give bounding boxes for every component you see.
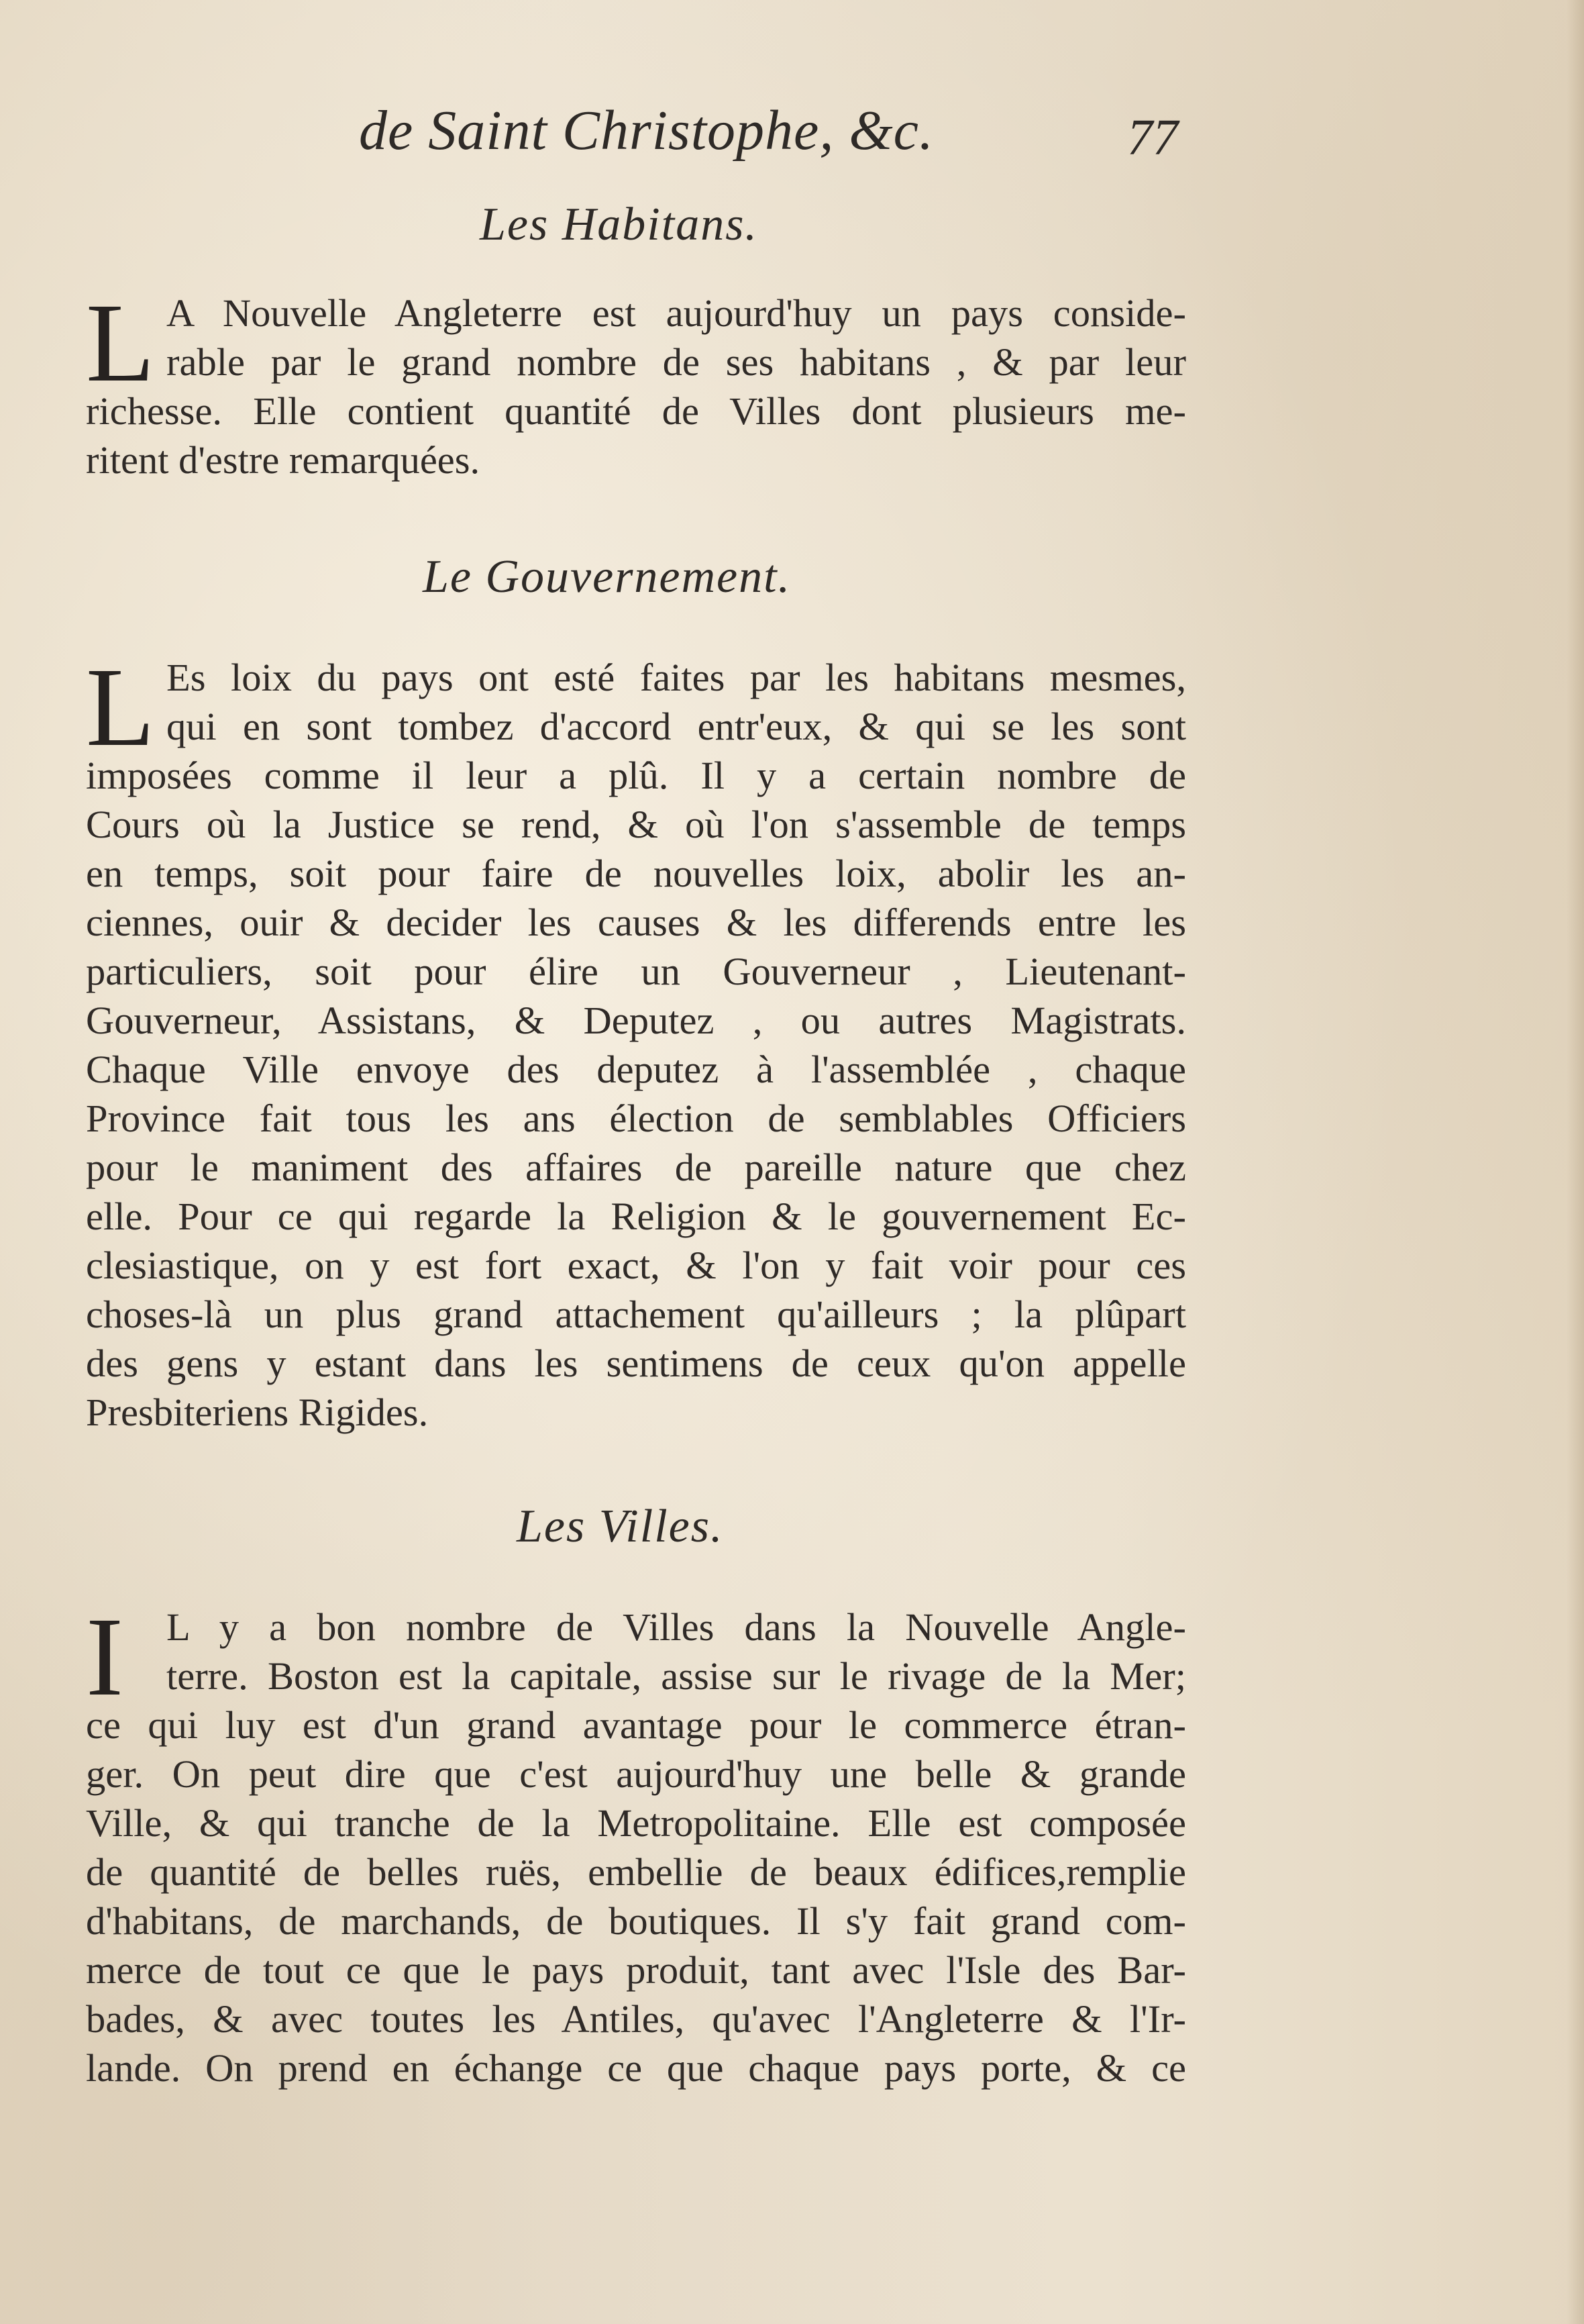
text-line: ce qui luy est d'un grand avantage pour le commerce étran- <box>86 1703 1186 1747</box>
text-line: L y a bon nombre de Villes dans la Nouvelle Angle- <box>166 1605 1186 1649</box>
text-line: elle. Pour ce qui regarde la Religion & le gouvernement Ec- <box>86 1195 1186 1238</box>
text-line: clesiastique, on y est fort exact, & l'on y fait voir pour ces <box>86 1244 1186 1287</box>
text-line: choses-là un plus grand attachement qu'ailleurs ; la plûpart <box>86 1293 1186 1336</box>
text-line: richesse. Elle contient quantité de Villes dont plusieurs me- <box>86 389 1186 433</box>
text-line: Ville, & qui tranche de la Metropolitaine. Elle est composée <box>86 1801 1186 1845</box>
text-line: A Nouvelle Angleterre est aujourd'huy un pays conside- <box>166 291 1186 335</box>
text-line: lande. On prend en échange ce que chaque pays porte, & ce <box>86 2046 1186 2090</box>
section-heading-villes: Les Villes. <box>517 1501 724 1552</box>
text-line: terre. Boston est la capitale, assise sur le rivage de la Mer; <box>166 1654 1186 1698</box>
text-line: des gens y estant dans les sentimens de ceux qu'on appelle <box>86 1342 1186 1385</box>
text-line: imposées comme il leur a plû. Il y a certain nombre de <box>86 754 1186 797</box>
text-line: pour le maniment des affaires de pareille nature que chez <box>86 1146 1186 1189</box>
text-line: ger. On peut dire que c'est aujourd'huy une belle & grande <box>86 1752 1186 1796</box>
text-line: Gouverneur, Assistans, & Deputez , ou autres Magistrats. <box>86 999 1186 1042</box>
paragraph-habitans <box>86 281 1186 485</box>
section-villes <box>86 1595 1186 2092</box>
text-line: ritent d'estre remarquées. <box>86 438 480 482</box>
text-line: bades, & avec toutes les Antiles, qu'avec l'Angleterre & l'Ir- <box>86 1997 1186 2041</box>
paragraph-villes <box>86 1595 1186 2092</box>
section-habitans <box>86 281 1186 485</box>
page-number: 77 <box>1127 109 1178 166</box>
text-line: Province fait tous les ans élection de semblables Officiers <box>86 1097 1186 1140</box>
text-line: Cours où la Justice se rend, & où l'on s'assemble de temps <box>86 803 1186 846</box>
text-line: d'habitans, de marchands, de boutiques. Il s'y fait grand com- <box>86 1899 1186 1943</box>
text-line: en temps, soit pour faire de nouvelles loix, abolir les an- <box>86 852 1186 895</box>
text-line: de quantité de belles ruës, embellie de beaux édifices,remplie <box>86 1850 1186 1894</box>
text-line: ciennes, ouir & decider les causes & les differends entre les <box>86 901 1186 944</box>
section-heading-gouvernement: Le Gouvernement. <box>423 551 792 603</box>
drop-cap: I <box>86 1595 123 1719</box>
paragraph-gouvernement <box>86 645 1186 1437</box>
text-line: merce de tout ce que le pays produit, tant avec l'Isle des Bar- <box>86 1948 1186 1992</box>
section-gouvernement <box>86 645 1186 1437</box>
section-heading-habitans: Les Habitans. <box>480 199 758 250</box>
text-line: qui en sont tombez d'accord entr'eux, & qui se les sont <box>166 705 1186 748</box>
text-line: particuliers, soit pour élire un Gouverneur , Lieutenant- <box>86 950 1186 993</box>
text-line: Chaque Ville envoye des deputez à l'assemblée , chaque <box>86 1048 1186 1091</box>
text-line: Es loix du pays ont esté faites par les habitans mesmes, <box>166 656 1186 699</box>
page-edge-shadow <box>1567 0 1584 2324</box>
text-line: Presbiteriens Rigides. <box>86 1391 429 1434</box>
drop-cap: L <box>86 645 155 770</box>
running-head: de Saint Christophe, &c. <box>359 99 934 162</box>
text-line: rable par le grand nombre de ses habitans , & par leur <box>166 340 1186 384</box>
drop-cap: L <box>86 281 155 405</box>
